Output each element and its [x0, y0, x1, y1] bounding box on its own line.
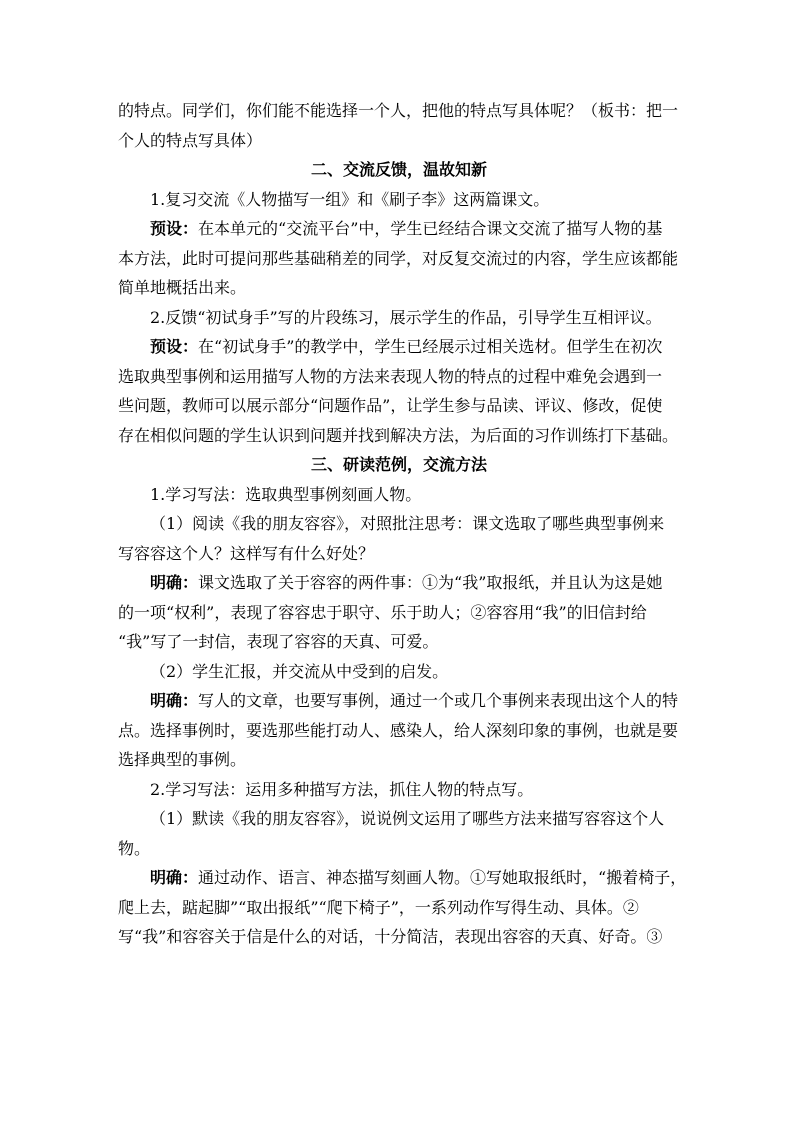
answer-text: 课文选取了关于容容的两件事：①为“我”取报纸，并且认为这是她 [198, 573, 663, 592]
item-3-1: 1.学习写法：选取典型事例刻画人物。 [150, 484, 422, 504]
answer-3-1-1-line [118, 568, 680, 598]
answer-label: 明确： [150, 868, 199, 887]
question-3-2-1-line: 物。 [118, 838, 151, 858]
paragraph-line: 个人的特点写具体） [118, 130, 263, 150]
preset-2-2-line: 些问题，教师可以展示部分“问题作品”，让学生参与品读、评议、修改，促使 [118, 396, 663, 415]
item-2-2: 2.反馈“初试身手”写的片段练习，展示学生的作品，引导学生互相评议。 [150, 307, 662, 327]
question-3-1-1-line: （1）阅读《我的朋友容容》，对照批注思考：课文选取了哪些典型事例来 [150, 514, 665, 533]
question-3-1-1-line: 写容容这个人？这样写有什么好处？ [118, 543, 375, 563]
preset-2-1-line: 简单地概括出来。 [118, 278, 247, 297]
preset-label: 预设： [150, 219, 199, 238]
answer-3-1-1-line: “我”写了一封信，表现了容容的天真、可爱。 [118, 632, 439, 651]
document-page [118, 96, 687, 952]
preset-2-1-line: 本方法，此时可提问那些基础稍差的同学，对反复交流过的内容，学生应该都能 [118, 248, 679, 268]
section-heading-3: 三、研读范例，交流方法 [310, 455, 487, 474]
preset-2-2-line [118, 332, 680, 362]
item-3-2: 2.学习写法：运用多种描写方法，抓住人物的特点写。 [150, 779, 534, 799]
question-3-2-1-line: （1）默读《我的朋友容容》，说说例文运用了哪些方法来描写容容这个人 [150, 809, 665, 828]
answer-3-1-2-line: 选择典型的事例。 [118, 750, 247, 769]
preset-2-1-line [118, 214, 680, 244]
answer-3-1-2-line: 点。选择事例时，要选那些能打动人、感染人，给人深刻印象的事例，也就是要 [118, 720, 679, 740]
preset-2-2-line: 选取典型事例和运用描写人物的方法来表现人物的特点的过程中难免会遇到一 [118, 366, 663, 386]
question-3-1-2: （2）学生汇报，并交流从中受到的启发。 [150, 661, 449, 681]
preset-2-2-line: 存在相似问题的学生认识到问题并找到解决方法，为后面的习作训练打下基础。 [118, 425, 679, 445]
answer-label: 明确： [150, 691, 199, 710]
answer-3-1-2-line [118, 686, 680, 716]
answer-3-2-1-line [118, 863, 687, 893]
answer-label: 明确： [150, 573, 199, 592]
item-2-1: 1.复习交流《人物描写一组》和《刷子李》这两篇课文。 [150, 189, 550, 209]
preset-label: 预设： [150, 337, 199, 356]
paragraph-line: 的特点。同学们，你们能不能选择一个人，把他的特点写具体呢？（板书：把一 [118, 101, 679, 120]
answer-3-2-1-line: 爬上去，踮起脚”“取出报纸”“爬下椅子”，一系列动作写得生动、具体。② [118, 897, 639, 917]
answer-text: 通过动作、语言、神态描写刻画人物。①写她取报纸时，“搬着椅子， [198, 868, 687, 887]
answer-text: 写人的文章，也要写事例，通过一个或几个事例来表现出这个人的特 [198, 691, 679, 710]
preset-text: 在本单元的“交流平台”中，学生已经结合课文交流了描写人物的基 [198, 219, 663, 238]
answer-3-1-1-line: 的一项“权利”，表现了容容忠于职守、乐于助人；②容容用“我”的旧信封给 [118, 602, 647, 622]
preset-text: 在“初试身手”的教学中，学生已经展示过相关选材。但学生在初次 [198, 337, 663, 356]
section-heading-2: 二、交流反馈，温故知新 [310, 160, 487, 179]
answer-3-2-1-line: 写“我”和容容关于信是什么的对话，十分简洁，表现出容容的天真、好奇。③ [118, 927, 663, 946]
